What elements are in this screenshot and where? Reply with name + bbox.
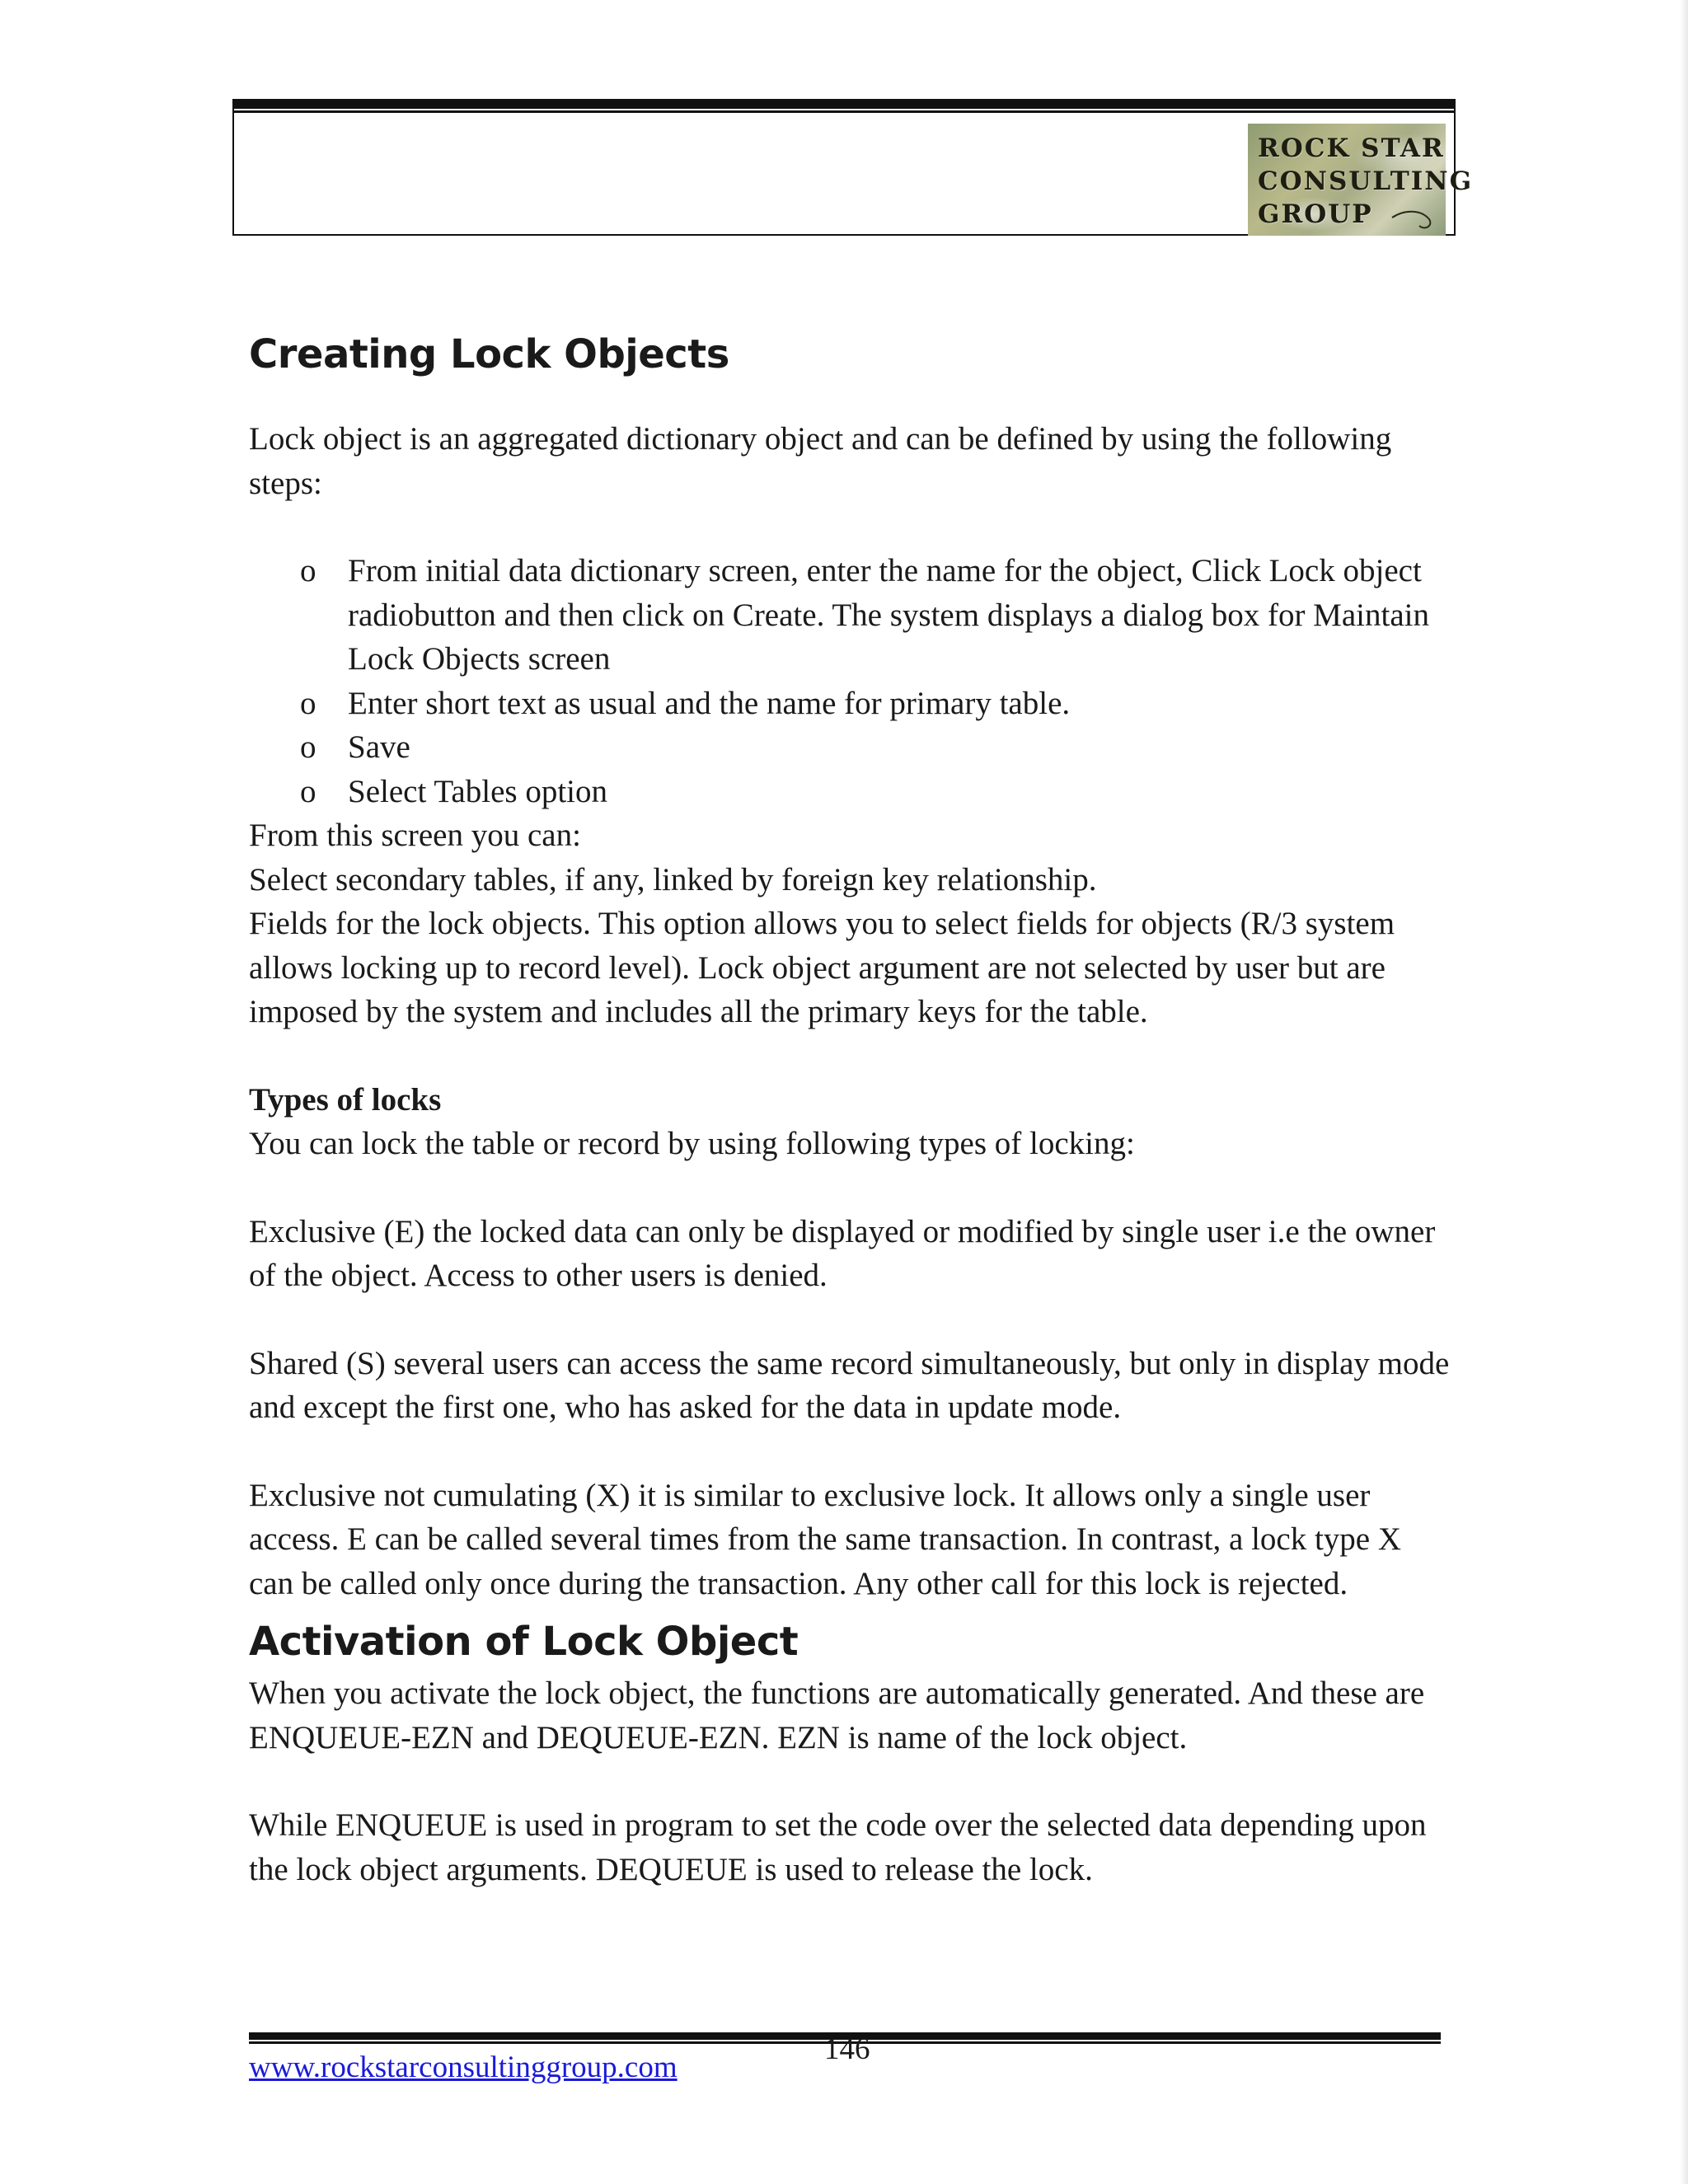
list-item <box>249 770 1452 814</box>
company-logo <box>1248 124 1474 236</box>
bullet-marker: o <box>300 685 316 721</box>
types-of-locks-heading: Types of locks <box>249 1081 442 1118</box>
lock-type-shared: Shared (S) several users can access the same record simultaneously, but only in display mode and except the first one, who has asked for the data in update mode. <box>249 1345 1450 1425</box>
website-link[interactable]: www.rockstarconsultinggroup.com <box>249 2050 678 2084</box>
step-text: From initial data dictionary screen, enter the name for the object, Click Lock object radiobutton and then click on Create. The system displays a dialog box for Maintain Lock Objects screen <box>348 553 1429 677</box>
lock-fields-text: Fields for the lock objects. This option allows you to select fields for objects (R/3 system allows locking up to record level). Lock object argument are not selected by user but are imposed by the system and includes all the primary keys for the table. <box>249 906 1395 1029</box>
page-edge-shadow <box>1680 0 1688 2184</box>
lock-type-exclusive: Exclusive (E) the locked data can only be displayed or modified by single user i.e the owner of the object. Access to other users is denied. <box>249 1213 1436 1293</box>
activation-paragraph-2: While ENQUEUE is used in program to set the code over the selected data depending upon the lock object arguments. DEQUEUE is used to release the lock. <box>249 1807 1427 1887</box>
list-item <box>249 549 1452 682</box>
step-text: Enter short text as usual and the name for primary table. <box>348 685 1071 721</box>
bullet-marker: o <box>300 729 316 765</box>
lock-type-exclusive-not-cumulating: Exclusive not cumulating (X) it is similar to exclusive lock. It allows only a single user access. E can be called several times from the same transaction. In contrast, a lock type X can be called only once during the transaction. Any other call for this lock is rejected. <box>249 1477 1402 1601</box>
page-content <box>249 330 1452 1891</box>
header-rule <box>234 110 1454 113</box>
types-intro-text: You can lock the table or record by using following types of locking: <box>249 1126 1135 1161</box>
steps-list <box>249 549 1452 813</box>
list-item <box>249 725 1452 770</box>
bullet-marker: o <box>300 553 316 588</box>
section-title-creating-lock-objects: Creating Lock Objects <box>249 331 729 377</box>
page-header <box>232 99 1474 236</box>
screen-options-lead: From this screen you can: <box>249 818 581 853</box>
list-item <box>249 682 1452 726</box>
logo-line-3: GROUP <box>1258 199 1373 229</box>
page-number: 146 <box>824 2032 870 2066</box>
section-title-activation: Activation of Lock Object <box>249 1619 799 1665</box>
secondary-tables-text: Select secondary tables, if any, linked by foreign key relationship. <box>249 861 1097 898</box>
step-text: Save <box>348 729 410 765</box>
bullet-marker: o <box>300 773 316 809</box>
logo-line-1: ROCK STAR <box>1258 134 1445 163</box>
logo-line-2: CONSULTING <box>1258 166 1474 196</box>
swirl-icon <box>1388 209 1437 234</box>
intro-paragraph: Lock object is an aggregated dictionary object and can be defined by using the following steps: <box>249 421 1392 501</box>
step-text: Select Tables option <box>348 773 607 809</box>
activation-paragraph-1: When you activate the lock object, the functions are automatically generated. And these are ENQUEUE-EZN and DEQUEUE-EZN. EZN is name of the lock object. <box>249 1675 1425 1755</box>
